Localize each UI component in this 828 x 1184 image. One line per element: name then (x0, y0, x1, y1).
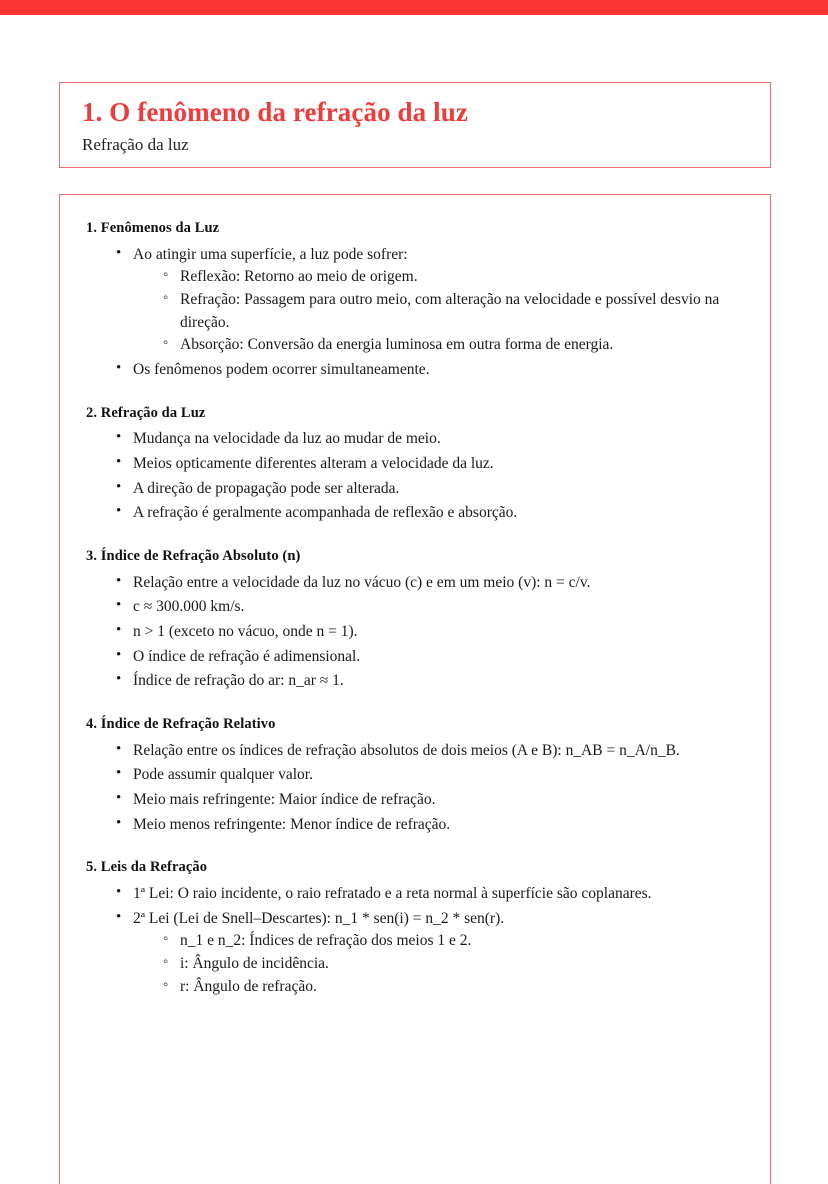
sub-bullet-list (133, 266, 744, 357)
section (86, 858, 744, 998)
list-item (116, 646, 744, 669)
list-item (116, 908, 744, 999)
list-item-text: • A direção de propagação pode ser alterada. (133, 480, 399, 497)
section (86, 715, 744, 836)
list-item (116, 883, 744, 906)
title-card (59, 82, 771, 168)
sections-container (86, 219, 744, 998)
list-item (116, 244, 744, 357)
list-item-text: • Ao atingir uma superfície, a luz pode sofrer: (133, 246, 408, 263)
bullet-list (86, 740, 744, 837)
list-item (116, 428, 744, 451)
list-item-text: • Meios opticamente diferentes alteram a velocidade da luz. (133, 455, 494, 472)
list-item-text: • n > 1 (exceto no vácuo, onde n = 1). (133, 623, 358, 640)
sub-list-item: ◦ Absorção: Conversão da energia luminosa em outra forma de energia. (163, 334, 744, 357)
section-heading: 3. Índice de Refração Absoluto (n) (86, 547, 301, 564)
list-item-text: • Índice de refração do ar: n_ar ≈ 1. (133, 672, 344, 689)
list-item-text: • Meio mais refringente: Maior índice de refração. (133, 791, 436, 808)
list-item-text: • O índice de refração é adimensional. (133, 648, 360, 665)
top-accent-bar (0, 0, 828, 15)
list-item (116, 764, 744, 787)
sub-list-item: ◦ i: Ângulo de incidência. (163, 953, 744, 976)
content-card (59, 194, 771, 1184)
bullet-list (86, 244, 744, 382)
list-item-text: • c ≈ 300.000 km/s. (133, 598, 244, 615)
list-item-text: • Relação entre os índices de refração absolutos de dois meios (A e B): n_AB = n_A/n_B. (133, 742, 680, 759)
list-item (116, 621, 744, 644)
section-heading: 4. Índice de Refração Relativo (86, 715, 276, 732)
sub-bullet-list (133, 930, 744, 998)
section (86, 219, 744, 382)
sub-list-item: ◦ r: Ângulo de refração. (163, 976, 744, 999)
document-page (0, 15, 828, 1171)
sub-list-item: ◦ Refração: Passagem para outro meio, com alteração na velocidade e possível desvio na direção. (163, 289, 744, 334)
list-item-text: • Relação entre a velocidade da luz no vácuo (c) e em um meio (v): n = c/v. (133, 574, 590, 591)
list-item (116, 814, 744, 837)
list-item-text: • Meio menos refringente: Menor índice de refração. (133, 816, 450, 833)
bullet-list (86, 883, 744, 998)
bullet-list (86, 428, 744, 525)
section-heading: 2. Refração da Luz (86, 404, 206, 421)
sub-list-item: ◦ Reflexão: Retorno ao meio de origem. (163, 266, 744, 289)
list-item-text: • A refração é geralmente acompanhada de reflexão e absorção. (133, 504, 517, 521)
section (86, 404, 744, 525)
section-heading: 1. Fenômenos da Luz (86, 220, 220, 236)
list-item (116, 453, 744, 476)
list-item-text: • Mudança na velocidade da luz ao mudar de meio. (133, 430, 441, 447)
list-item-text: • 1ª Lei: O raio incidente, o raio refratado e a reta normal à superfície são coplanares. (133, 885, 652, 902)
bullet-list (86, 572, 744, 693)
page-title: 1. O fenômeno da refração da luz (82, 97, 468, 127)
list-item (116, 789, 744, 812)
list-item-text: • 2ª Lei (Lei de Snell–Descartes): n_1 * sen(i) = n_2 * sen(r). (133, 910, 504, 927)
list-item (116, 572, 744, 595)
page-subtitle: Refração da luz (82, 135, 189, 155)
list-item (116, 740, 744, 763)
list-item-text: • Pode assumir qualquer valor. (133, 766, 313, 783)
list-item (116, 478, 744, 501)
sub-list-item: ◦ n_1 e n_2: Índices de refração dos meios 1 e 2. (163, 930, 744, 953)
section (86, 547, 744, 693)
list-item (116, 359, 744, 382)
list-item (116, 502, 744, 525)
list-item (116, 670, 744, 693)
list-item-text: • Os fenômenos podem ocorrer simultaneamente. (133, 361, 430, 378)
section-heading: 5. Leis da Refração (86, 859, 208, 876)
list-item (116, 596, 744, 619)
